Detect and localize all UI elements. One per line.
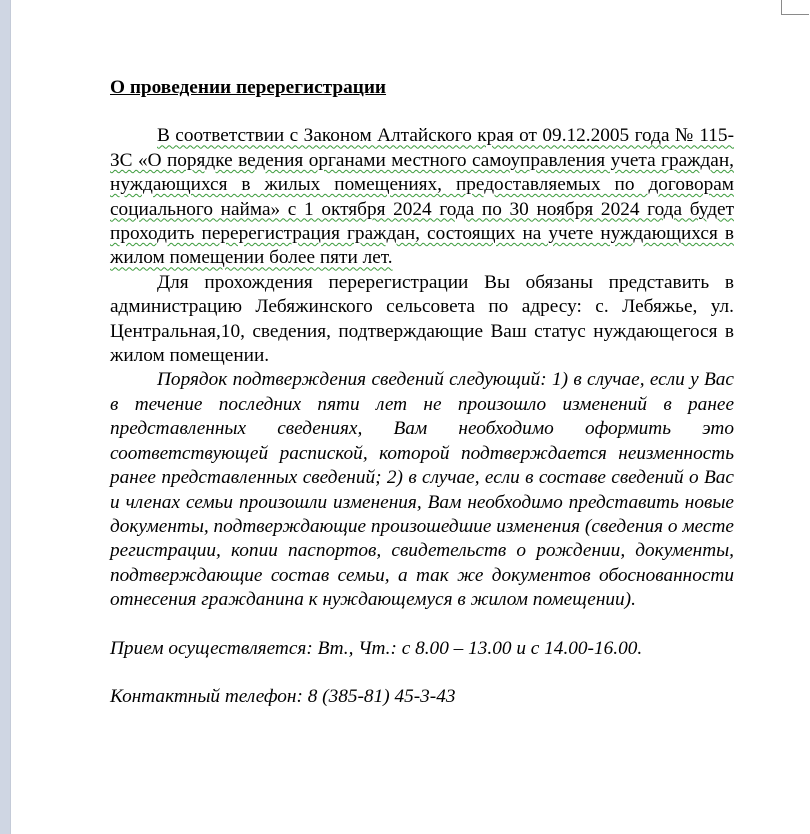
paragraph-procedure: Порядок подтверждения сведений следующий: 1) в случае, если у Вас в течение последних пяти лет не произошло изменений в ранее представленных сведениях, Вам необходимо оформить это соответствующей распиской, которой подтверждается неизменность ранее представленных сведений; 2) в случае, если в составе сведений о Вас и членах семьи произошли изменения, Вам необходимо представить новые документы, подтверждающие произошедшие изменения (сведения о месте регистрации, копии паспортов, свидетельств о рождении, документы, подтверждающие состав семьи, а так же документов обоснованности отнесения гражданина к нуждающемуся в жилом помещении). [110, 369, 734, 611]
contact-phone: Контактный телефон: 8 (385-81) 45-3-43 [110, 685, 456, 707]
document-title: О проведении перерегистрации [110, 77, 387, 98]
reception-hours: Прием осуществляется: Вт., Чт.: с 8.00 – 13.00 и с 14.00-16.00. [110, 637, 643, 659]
paragraph-requirements: Для прохождения перерегистрации Вы обязаны представить в администрацию Лебяжинского сельсовета по адресу: с. Лебяжье, ул. Центральная,10, сведения, подтверждающие Ваш статус нуждающегося в жилом помещении. [110, 271, 734, 367]
margin-corner-mark [781, 0, 782, 14]
margin-corner-mark [781, 14, 809, 15]
paragraph-law-reference: В соответствии с Законом Алтайского края от 09.12.2005 года № 115-ЗС «О порядке ведения органами местного самоуправления учета граждан, нуждающихся в жилых помещениях, предоставляемых по договорам социального найма» с 1 октября 2024 года по 30 ноября 2024 года будет проходить перерегистрация граждан, состоящих на учете нуждающихся в жилом помещении более пяти лет. [110, 125, 734, 269]
document-body [110, 76, 734, 709]
